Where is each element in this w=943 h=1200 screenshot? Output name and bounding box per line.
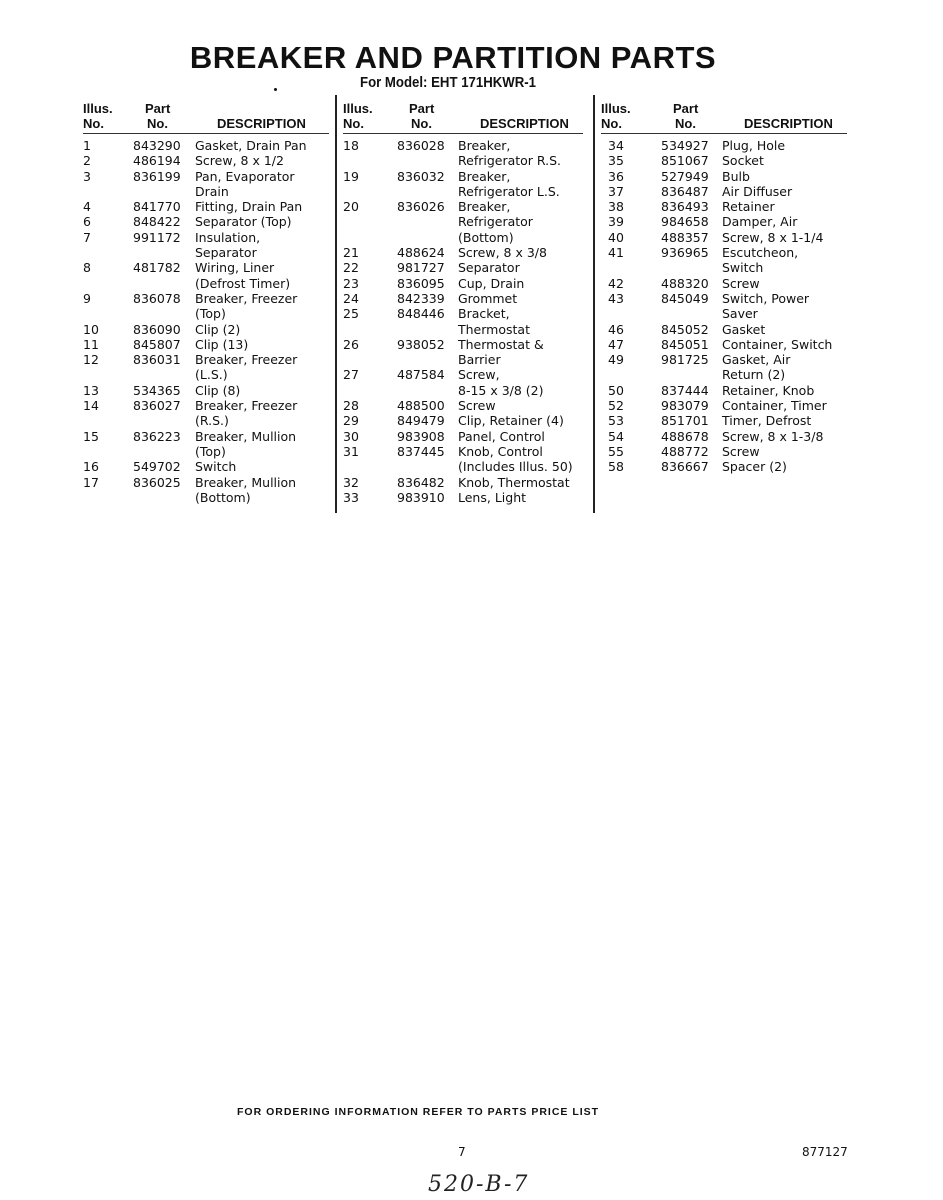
header-illus-no: No. [343,116,364,131]
header-part-no: No. [675,116,696,131]
table-row [601,413,847,428]
part-number: 488357 [661,229,709,245]
illus-number: 1 [83,138,91,153]
part-description: Knob, Control (Includes Illus. 50) [458,443,573,475]
part-description: Switch, Power Saver [722,290,810,322]
part-number: 836482 [397,474,445,490]
part-number: 837445 [397,443,445,459]
table-row [83,352,329,383]
part-number: 488624 [397,245,445,261]
part-description: Gasket, Drain Pan [195,138,307,153]
part-number: 836078 [133,290,181,306]
illus-number: 58 [608,459,624,475]
part-number: 836031 [133,352,181,368]
illus-number: 34 [608,138,624,153]
illus-number: 10 [83,321,99,337]
page-title: BREAKER AND PARTITION PARTS [189,40,717,75]
part-description: Screw, 8-15 x 3/8 (2) [458,367,544,398]
table-row [601,138,847,153]
part-description: Screw, 8 x 1-1/4 [722,229,824,245]
part-description: Damper, Air [722,214,798,230]
illus-number: 33 [343,489,359,505]
part-number: 488678 [661,428,709,444]
handwritten-note: 520-B-7 [428,1172,530,1197]
part-number: 836487 [661,183,709,199]
illus-number: 16 [83,459,99,475]
illus-number: 19 [343,168,359,184]
part-number: 845049 [661,290,709,306]
part-description: Breaker, Freezer (R.S.) [195,398,298,429]
part-number: 836032 [397,168,445,184]
column-header [343,101,583,134]
part-description: Lens, Light [458,489,527,505]
illus-number: 50 [608,382,624,398]
table-row [601,337,847,352]
table-row [83,429,329,460]
table-row [83,153,329,168]
document-number: 877127 [802,1145,848,1159]
part-description: Cup, Drain [458,275,525,291]
part-number: 981727 [397,260,445,276]
table-row [601,429,847,444]
part-number: 486194 [133,153,181,169]
illus-number: 18 [343,138,359,153]
part-description: Gasket, Air Return (2) [722,352,791,383]
illus-number: 22 [343,260,359,276]
illus-number: 53 [608,413,624,429]
illus-number: 55 [608,443,624,459]
illus-number: 32 [343,474,359,490]
part-description: Clip (2) [195,321,241,337]
table-row [83,169,329,200]
table-row [83,322,329,337]
table-row [601,153,847,168]
part-number: 836667 [661,459,709,475]
illus-number: 13 [83,382,99,398]
illus-number: 3 [83,168,91,184]
part-number: 848422 [133,214,181,230]
part-description: Retainer [722,199,775,215]
table-row [83,230,329,261]
part-description: Escutcheon, Switch [722,245,799,276]
part-number: 981725 [661,352,709,368]
table-row [343,429,583,444]
illus-number: 14 [83,398,99,414]
part-description: Wiring, Liner (Defrost Timer) [195,260,291,291]
header-part: Part [673,101,699,116]
header-description: DESCRIPTION [744,116,833,131]
part-description: Bracket, Thermostat [458,306,530,337]
table-row [601,230,847,245]
part-number: 836493 [661,199,709,215]
part-number: 938052 [397,336,445,352]
table-row [601,291,847,322]
stray-mark [274,88,277,91]
table-row [343,337,583,368]
part-number: 849479 [397,413,445,429]
header-illus: Illus. [343,101,373,116]
part-description: Breaker, Mullion (Bottom) [195,474,297,505]
table-row [601,245,847,276]
illus-number: 35 [608,153,624,169]
part-number: 836095 [397,275,445,291]
illus-number: 12 [83,352,99,368]
part-number: 488772 [661,443,709,459]
part-description: Clip (13) [195,336,249,352]
table-row [343,138,583,169]
table-row [343,367,583,398]
illus-number: 23 [343,275,359,291]
illus-number: 26 [343,336,359,352]
part-description: Plug, Hole [722,138,786,153]
part-number: 843290 [133,138,181,153]
table-row [343,306,583,337]
part-description: Separator (Top) [195,214,292,230]
table-row [83,291,329,322]
header-illus-no: No. [601,116,622,131]
part-description: Screw [722,275,760,291]
part-number: 841770 [133,199,181,215]
illus-number: 9 [83,290,91,306]
part-description: Switch [195,459,237,475]
illus-number: 27 [343,367,359,383]
part-number: 936965 [661,245,709,261]
header-illus: Illus. [83,101,113,116]
table-row [601,214,847,229]
part-number: 984658 [661,214,709,230]
table-row [601,322,847,337]
table-row [601,459,847,474]
part-description: Screw [458,398,496,414]
illus-number: 7 [83,229,91,245]
table-row [343,276,583,291]
part-number: 534365 [133,382,181,398]
illus-number: 42 [608,275,624,291]
part-description: Panel, Control [458,428,545,444]
column-header [83,101,329,134]
part-description: Thermostat & Barrier [458,336,544,368]
part-number: 836223 [133,428,181,444]
table-row [343,291,583,306]
part-description: Breaker, Freezer (Top) [195,290,298,322]
part-number: 983910 [397,489,445,505]
illus-number: 6 [83,214,91,230]
part-number: 845051 [661,336,709,352]
part-number: 851067 [661,153,709,169]
part-description: Screw [722,443,760,459]
part-description: Spacer (2) [722,459,787,475]
illus-number: 43 [608,290,624,306]
header-part: Part [409,101,435,116]
part-description: Screw, 8 x 1-3/8 [722,428,824,444]
part-description: Breaker, Refrigerator L.S. [458,168,560,199]
table-row [83,459,329,474]
table-row [83,383,329,398]
table-row [343,199,583,245]
part-number: 488500 [397,398,445,414]
illus-number: 47 [608,336,624,352]
illus-number: 11 [83,336,99,352]
part-number: 487584 [397,367,445,383]
header-part-no: No. [147,116,168,131]
illus-number: 21 [343,245,359,261]
column-divider [335,95,337,513]
illus-number: 39 [608,214,624,230]
illus-number: 37 [608,183,624,199]
illus-number: 30 [343,428,359,444]
part-description: Fitting, Drain Pan [195,199,303,215]
illus-number: 46 [608,321,624,337]
illus-number: 20 [343,199,359,215]
illus-number: 49 [608,352,624,368]
header-illus-no: No. [83,116,104,131]
part-description: Pan, Evaporator Drain [195,168,295,199]
illus-number: 15 [83,428,99,444]
parts-column-3 [601,101,847,475]
header-part-no: No. [411,116,432,131]
parts-column-1 [83,101,329,505]
part-number: 837444 [661,382,709,398]
table-row [343,245,583,260]
illus-number: 38 [608,199,624,215]
table-row [601,184,847,199]
table-row [601,352,847,383]
table-row [343,413,583,428]
part-description: Clip, Retainer (4) [458,413,564,429]
page-number: 7 [458,1145,466,1159]
part-number: 836090 [133,321,181,337]
part-number: 848446 [397,306,445,322]
table-row [343,444,583,475]
illus-number: 31 [343,443,359,459]
part-description: Breaker, Mullion (Top) [195,428,297,459]
illus-number: 25 [343,306,359,322]
part-description: Screw, 8 x 1/2 [195,153,284,169]
illus-number: 29 [343,413,359,429]
part-description: Bulb [722,168,750,184]
ordering-footer: FOR ORDERING INFORMATION REFER TO PARTS PRICE LIST [237,1106,600,1118]
illus-number: 36 [608,168,624,184]
header-description: DESCRIPTION [480,116,569,131]
table-row [601,199,847,214]
part-description: Breaker, Freezer (L.S.) [195,352,298,383]
part-number: 836025 [133,474,181,490]
table-row [343,398,583,413]
header-description: DESCRIPTION [217,116,306,131]
model-subtitle: For Model: EHT 171HKWR-1 [360,74,537,91]
part-number: 836027 [133,398,181,414]
part-number: 836199 [133,168,181,184]
illus-number: 4 [83,199,91,215]
part-description: Socket [722,153,764,169]
illus-number: 41 [608,245,624,261]
illus-number: 17 [83,474,99,490]
illus-number: 54 [608,428,624,444]
part-number: 527949 [661,168,709,184]
part-number: 481782 [133,260,181,276]
table-row [83,398,329,429]
part-description: Knob, Thermostat [458,474,570,490]
table-row [343,475,583,490]
illus-number: 52 [608,398,624,414]
illus-number: 28 [343,398,359,414]
illus-number: 24 [343,290,359,306]
part-description: Separator [458,260,520,276]
part-description: Screw, 8 x 3/8 [458,245,547,261]
part-description: Insulation, Separator [195,229,261,261]
part-number: 983079 [661,398,709,414]
header-illus: Illus. [601,101,631,116]
table-row [601,398,847,413]
table-row [83,475,329,506]
table-row [601,383,847,398]
part-number: 845052 [661,321,709,337]
column-divider [593,95,595,513]
part-description: Breaker, Refrigerator R.S. [458,138,562,169]
table-row [343,260,583,275]
table-row [83,138,329,153]
column-header [601,101,847,134]
table-row [83,214,329,229]
part-number: 549702 [133,459,181,475]
part-description: Gasket [722,321,766,337]
table-row [83,199,329,214]
parts-column-2 [343,101,583,505]
part-number: 488320 [661,275,709,291]
table-row [601,444,847,459]
table-row [601,169,847,184]
part-number: 534927 [661,138,709,153]
part-description: Grommet [458,290,518,306]
part-number: 991172 [133,229,181,245]
illus-number: 40 [608,229,624,245]
table-row [83,260,329,291]
part-description: Timer, Defrost [722,413,812,429]
table-row [601,276,847,291]
part-description: Container, Switch [722,336,833,352]
part-number: 836026 [397,199,445,215]
header-part: Part [145,101,171,116]
part-description: Breaker, Refrigerator (Bottom) [458,199,533,245]
part-description: Container, Timer [722,398,827,414]
illus-number: 2 [83,153,91,169]
part-number: 836028 [397,138,445,153]
table-row [343,169,583,200]
part-description: Retainer, Knob [722,382,815,398]
table-row [83,337,329,352]
part-description: Air Diffuser [722,183,793,199]
part-number: 851701 [661,413,709,429]
part-number: 983908 [397,428,445,444]
part-description: Clip (8) [195,382,241,398]
table-row [343,490,583,505]
part-number: 845807 [133,336,181,352]
illus-number: 8 [83,260,91,276]
part-number: 842339 [397,290,445,306]
